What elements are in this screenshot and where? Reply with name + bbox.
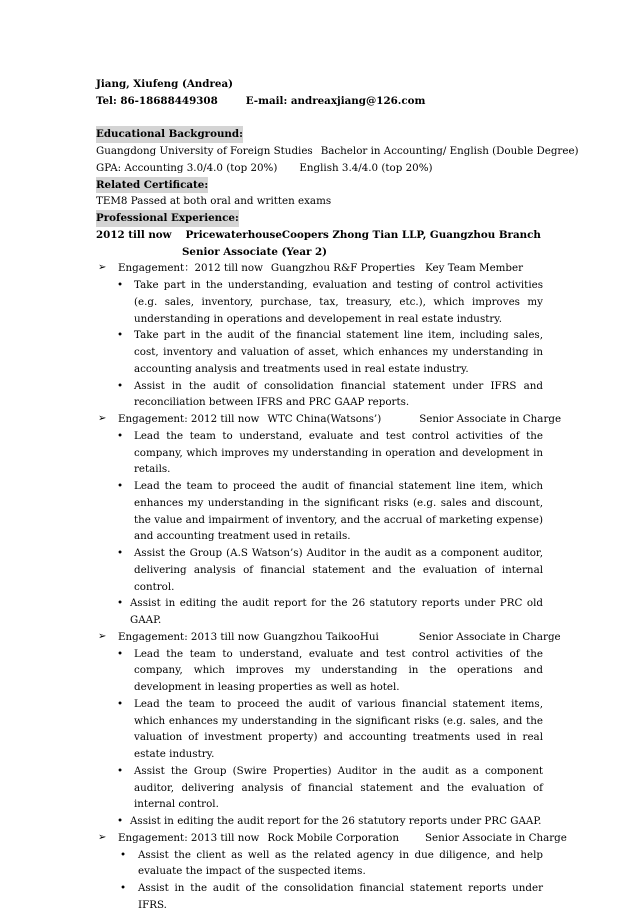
engagement-duties	[96, 646, 543, 830]
duty-item: • Assist in the audit of the consolidation financial statement reports under IFRS.	[96, 880, 543, 914]
engagement-client: WTC China(Watsons’)	[267, 413, 382, 425]
education-gpa-row	[96, 160, 543, 177]
duty-item: • Lead the team to understand, evaluate and test control activities of the company, which improves my understanding in operation and development in retails.	[96, 428, 543, 478]
engagement-position: Senior Associate in Charge	[425, 831, 567, 844]
engagement-position: Key Team Member	[425, 262, 524, 275]
engagement-client: Guangzhou TaikooHui	[263, 630, 379, 643]
engagement-header	[96, 830, 567, 847]
education-school-row	[96, 143, 579, 160]
duty-item: • Assist in editing the audit report for the 26 statutory reports under PRC GAAP.	[96, 813, 543, 830]
certificate-text: TEM8 Passed at both oral and written exams	[96, 195, 332, 208]
duty-item: • Take part in the audit of the financial statement line item, including sales, cost, inventory and valuation of asset, which enhances my understanding in accounting analysis and treatments used in real estate industry.	[96, 327, 543, 377]
engagement-duties	[96, 847, 543, 914]
candidate-name: Jiang, Xiufeng (Andrea)	[96, 78, 234, 90]
employment-period: 2012 till now	[96, 228, 172, 241]
engagement-duties	[96, 277, 543, 411]
school-name: Guangdong University of Foreign Studies	[96, 145, 313, 157]
certificate-heading-row	[96, 177, 543, 194]
education-heading-row	[96, 126, 543, 143]
engagement-label: Engagement: 2012 till now	[118, 413, 260, 425]
engagement-client: Rock Mobile Corporation	[267, 831, 399, 844]
education-heading: Educational Background:	[96, 126, 243, 143]
duty-item: • Assist the Group (A.S Watson’s) Auditor in the audit as a component auditor, delivering analysis of financial statement and the evaluation of internal control.	[96, 545, 543, 595]
engagement-label: Engagement: 2013 till now	[118, 630, 260, 643]
arrow-bullet-icon: ➢	[98, 831, 107, 843]
telephone: Tel: 86-18688449308	[96, 94, 218, 107]
degree: Bachelor in Accounting/ English (Double Degree)	[320, 145, 579, 157]
email: E-mail: andreaxjiang@126.com	[245, 94, 426, 107]
duty-item: • Assist the client as well as the related agency in due diligence, and help evaluate the impact of the suspected items.	[96, 847, 543, 881]
engagement-position: Senior Associate in Charge	[418, 630, 561, 643]
employer-row	[96, 227, 543, 244]
gpa-english: English 3.4/4.0 (top 20%)	[299, 161, 433, 174]
engagement-header	[96, 629, 561, 646]
engagement-client: Guangzhou R&F Properties	[270, 262, 416, 275]
job-title: Senior Associate (Year 2)	[182, 245, 328, 258]
experience-heading: Professional Experience:	[96, 210, 239, 227]
contact-line	[96, 93, 543, 110]
spacer	[96, 110, 543, 127]
employer-name: PricewaterhouseCoopers Zhong Tian LLP, Guangzhou Branch	[185, 228, 541, 241]
engagement-header	[96, 260, 543, 277]
engagement-position: Senior Associate in Charge	[419, 413, 562, 425]
resume-page	[96, 76, 579, 914]
duty-item: • Lead the team to proceed the audit of financial statement line item, which enhances my understanding in the significant risks (e.g. sales and discount, the value and impairment of inventory, and the accrual of marketing expense) and accounting treatment used in retails.	[96, 478, 543, 545]
arrow-bullet-icon: ➢	[98, 630, 107, 642]
experience-heading-row	[96, 210, 543, 227]
duty-item: • Lead the team to understand, evaluate and test control activities of the company, which improves my understanding in the operations and development in leasing properties as well as hotel.	[96, 646, 543, 696]
arrow-bullet-icon: ➢	[98, 262, 107, 274]
gpa-accounting: GPA: Accounting 3.0/4.0 (top 20%)	[96, 161, 278, 174]
engagement-duties	[96, 428, 543, 629]
engagement-label: Engagement：2012 till now	[118, 262, 263, 275]
arrow-bullet-icon: ➢	[98, 413, 107, 424]
duty-item: • Lead the team to proceed the audit of various financial statement items, which enhances my understanding in the significant risks (e.g. sales, and the valuation of investment property) and accounting treatments used in real estate industry.	[96, 696, 543, 763]
duty-item: • Assist in editing the audit report for the 26 statutory reports under PRC old GAAP.	[96, 595, 543, 629]
duty-item: • Assist the Group (Swire Properties) Auditor in the audit as a component auditor, delivering analysis of financial statement and the evaluation of internal control.	[96, 763, 543, 813]
duty-item: • Assist in the audit of consolidation financial statement under IFRS and reconciliation between IFRS and PRC GAAP reports.	[96, 378, 543, 412]
engagement-label: Engagement: 2013 till now	[118, 831, 260, 844]
engagement-header	[96, 411, 562, 428]
duty-item: • Take part in the understanding, evaluation and testing of control activities (e.g. sales, inventory, purchase, tax, treasury, etc.), which improves my understanding in operations and developement in real estate industry.	[96, 277, 543, 327]
certificate-heading: Related Certificate:	[96, 177, 208, 194]
